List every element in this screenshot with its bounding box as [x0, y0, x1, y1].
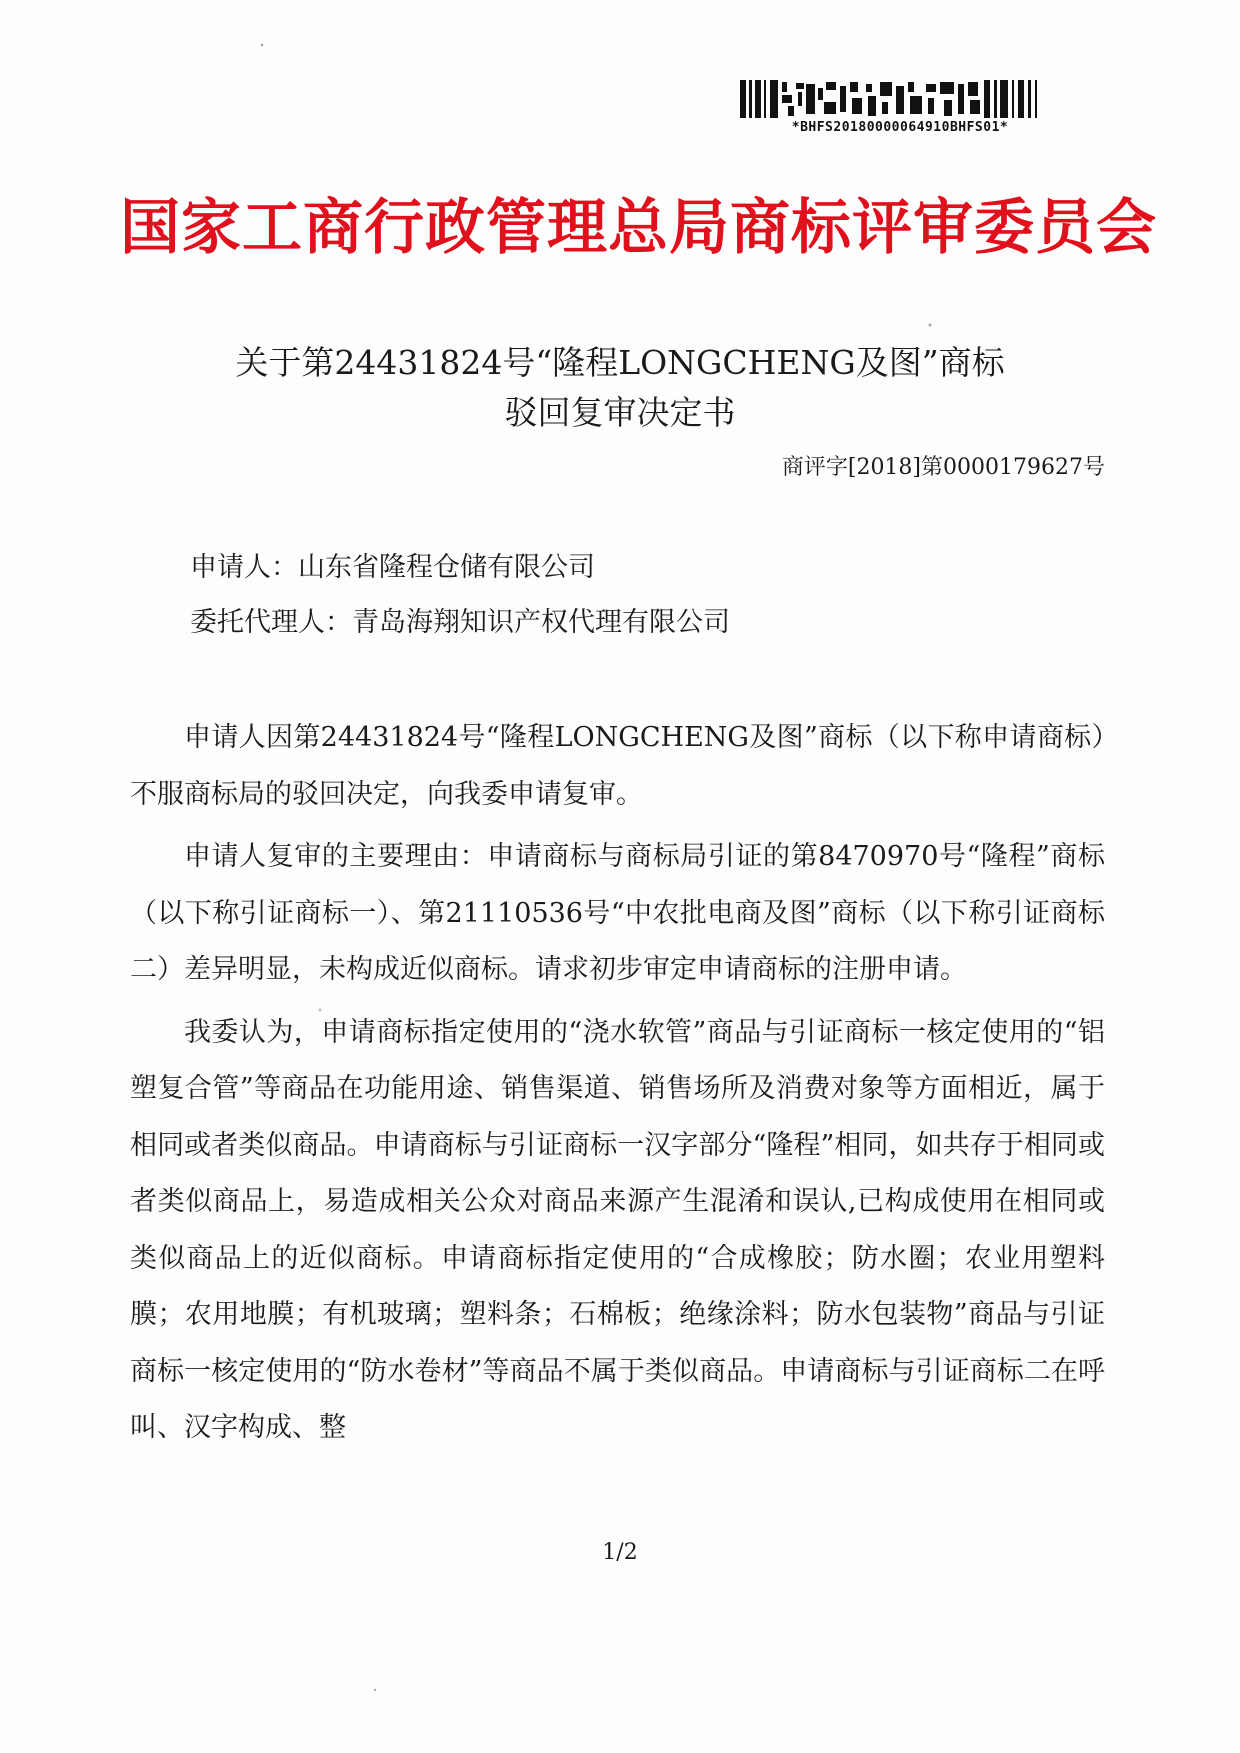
- applicant-line: [190, 545, 595, 584]
- agent-line: [190, 600, 730, 639]
- barcode-icon: [740, 80, 1060, 118]
- applicant-label: 申请人：: [190, 552, 298, 583]
- agent-label: 委托代理人：: [190, 607, 352, 638]
- paragraph: 申请人复审的主要理由：申请商标与商标局引证的第8470970号“隆程”商标（以下称引证商标一）、第21110536号“中农批电商及图”商标（以下称引证商标二）差异明显，未构成近似商标。请求初步审定申请商标的注册申请。: [130, 841, 1105, 985]
- document-title: [140, 338, 1100, 438]
- organization-header: 国家工商行政管理总局商标评审委员会: [120, 193, 1157, 263]
- barcode-serial: *BHFS20180000064910BHFS01*: [791, 120, 1009, 135]
- barcode: [740, 80, 1060, 142]
- agent-name: 青岛海翔知识产权代理有限公司: [352, 607, 730, 638]
- document-title-line1: 关于第24431824号“隆程LONGCHENG及图”商标: [235, 343, 1005, 382]
- document-title-line2: 驳回复审决定书: [504, 393, 736, 432]
- paragraph: 申请人因第24431824号“隆程LONGCHENG及图”商标（以下称申请商标）不服商标局的驳回决定，向我委申请复审。: [130, 722, 1105, 810]
- decision-body: [130, 710, 1105, 1463]
- page-number: 1/2: [602, 1540, 638, 1565]
- paragraph: 我委认为，申请商标指定使用的“浇水软管”商品与引证商标一核定使用的“铝塑复合管”等商品在功能用途、销售渠道、销售场所及消费对象等方面相近，属于相同或者类似商品。申请商标与引证商标一汉字部分“隆程”相同，如共存于相同或者类似商品上，易造成相关公众对商品来源产生混淆和误认,已构成使用在相同或类似商品上的近似商标。申请商标指定使用的“合成橡胶；防水圈；农业用塑料膜；农用地膜；有机玻璃；塑料条；石棉板；绝缘涂料；防水包装物”商品与引证商标一核定使用的“防水卷材”等商品不属于类似商品。申请商标与引证商标二在呼叫、汉字构成、整: [130, 1016, 1105, 1443]
- reference-number: 商评字[2018]第0000179627号: [781, 455, 1105, 480]
- applicant-name: 山东省隆程仓储有限公司: [298, 552, 595, 583]
